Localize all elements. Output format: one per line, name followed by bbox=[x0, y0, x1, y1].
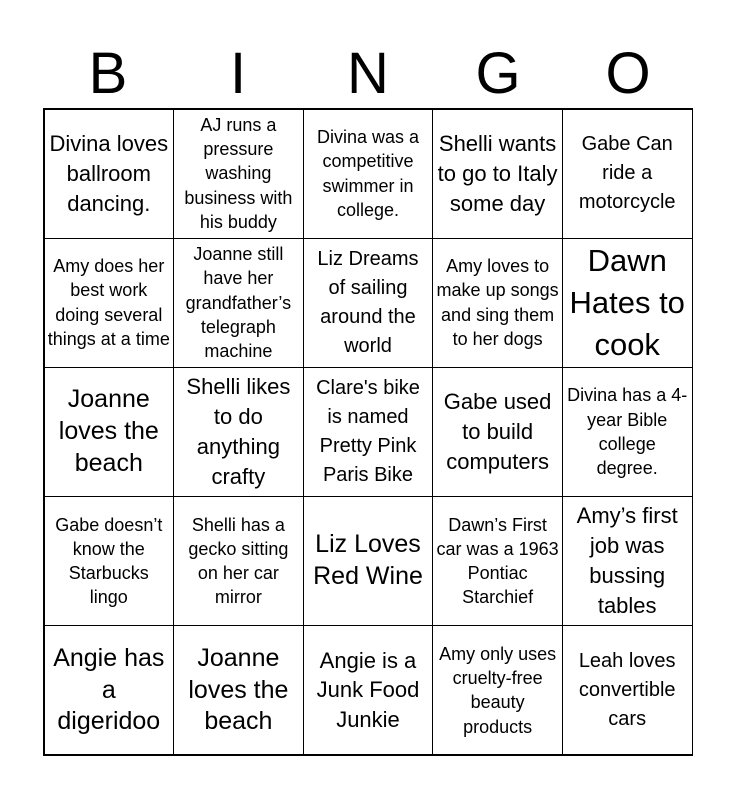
header-letter-o: O bbox=[605, 41, 651, 106]
cell-text: Clare's bike is named Pretty Pink Paris Bike bbox=[316, 376, 420, 486]
cell-text: Shelli has a gecko sitting on her car mirror bbox=[188, 514, 289, 608]
cell-text: Shelli likes to do anything crafty bbox=[186, 374, 291, 489]
cell-text: Shelli wants to go to Italy some day bbox=[437, 130, 558, 216]
cell-text: Dawn’s First car was a 1963 Pontiac Starchief bbox=[436, 514, 559, 608]
bingo-cell[interactable] bbox=[562, 109, 693, 239]
bingo-cell[interactable] bbox=[44, 367, 175, 497]
cell-text: Gabe doesn’t know the Starbucks lingo bbox=[55, 514, 163, 608]
cell-text: Joanne loves the beach bbox=[58, 385, 159, 477]
bingo-cell[interactable] bbox=[303, 496, 434, 626]
bingo-cell[interactable] bbox=[562, 496, 693, 626]
bingo-cell[interactable] bbox=[173, 109, 304, 239]
bingo-cell[interactable] bbox=[173, 496, 304, 626]
cell-text: AJ runs a pressure washing business with his buddy bbox=[184, 114, 293, 233]
cell-text: Joanne loves the beach bbox=[188, 643, 289, 736]
bingo-cell[interactable] bbox=[562, 238, 693, 368]
cell-text: Amy only uses cruelty-free beauty products bbox=[439, 643, 557, 737]
cell-text: Liz Dreams of sailing around the world bbox=[317, 247, 419, 357]
bingo-cell[interactable] bbox=[173, 625, 304, 755]
cell-text: Divina loves ballroom dancing. bbox=[49, 130, 169, 216]
bingo-cell[interactable] bbox=[432, 238, 563, 368]
header-letter-n: N bbox=[347, 41, 389, 106]
header-letter-i: I bbox=[229, 41, 247, 106]
bingo-cell[interactable] bbox=[303, 238, 434, 368]
bingo-cell[interactable] bbox=[173, 238, 304, 368]
bingo-cell[interactable] bbox=[562, 367, 693, 497]
bingo-cell[interactable] bbox=[173, 367, 304, 497]
cell-text: Angie has a digeridoo bbox=[53, 643, 165, 736]
bingo-cell[interactable] bbox=[44, 625, 175, 755]
bingo-cell[interactable] bbox=[562, 625, 693, 755]
cell-text: Joanne still have her grandfather’s telegraph machine bbox=[185, 244, 292, 362]
cell-text: Dawn Hates to cook bbox=[569, 242, 685, 362]
cell-text: Amy loves to make up songs and sing them to her dogs bbox=[436, 256, 559, 350]
bingo-cell[interactable] bbox=[44, 109, 175, 239]
bingo-cell[interactable] bbox=[432, 625, 563, 755]
bingo-cell[interactable] bbox=[432, 496, 563, 626]
cell-text: Amy does her best work doing several things at a time bbox=[47, 256, 170, 350]
cell-text: Gabe used to build computers bbox=[443, 389, 552, 474]
cell-text: Leah loves convertible cars bbox=[578, 649, 676, 730]
header-letter-b: B bbox=[88, 41, 128, 106]
bingo-cell[interactable] bbox=[44, 238, 175, 368]
cell-text: Gabe Can ride a motorcycle bbox=[578, 133, 676, 214]
bingo-cell[interactable] bbox=[432, 367, 563, 497]
bingo-header bbox=[43, 40, 693, 108]
cell-text: Divina was a competitive swimmer in college. bbox=[316, 127, 420, 220]
bingo-board bbox=[43, 108, 693, 756]
bingo-cell[interactable] bbox=[303, 367, 434, 497]
bingo-cell[interactable] bbox=[44, 496, 175, 626]
header-letter-g: G bbox=[475, 41, 521, 106]
cell-text: Angie is a Junk Food Junkie bbox=[316, 647, 420, 733]
cell-text: Divina has a 4- year Bible college degree. bbox=[567, 385, 688, 479]
cell-text: Liz Loves Red Wine bbox=[313, 530, 423, 591]
bingo-cell[interactable] bbox=[303, 109, 434, 239]
bingo-cell[interactable] bbox=[432, 109, 563, 239]
cell-text: Amy’s first job was bussing tables bbox=[576, 503, 678, 619]
bingo-cell[interactable] bbox=[303, 625, 434, 755]
